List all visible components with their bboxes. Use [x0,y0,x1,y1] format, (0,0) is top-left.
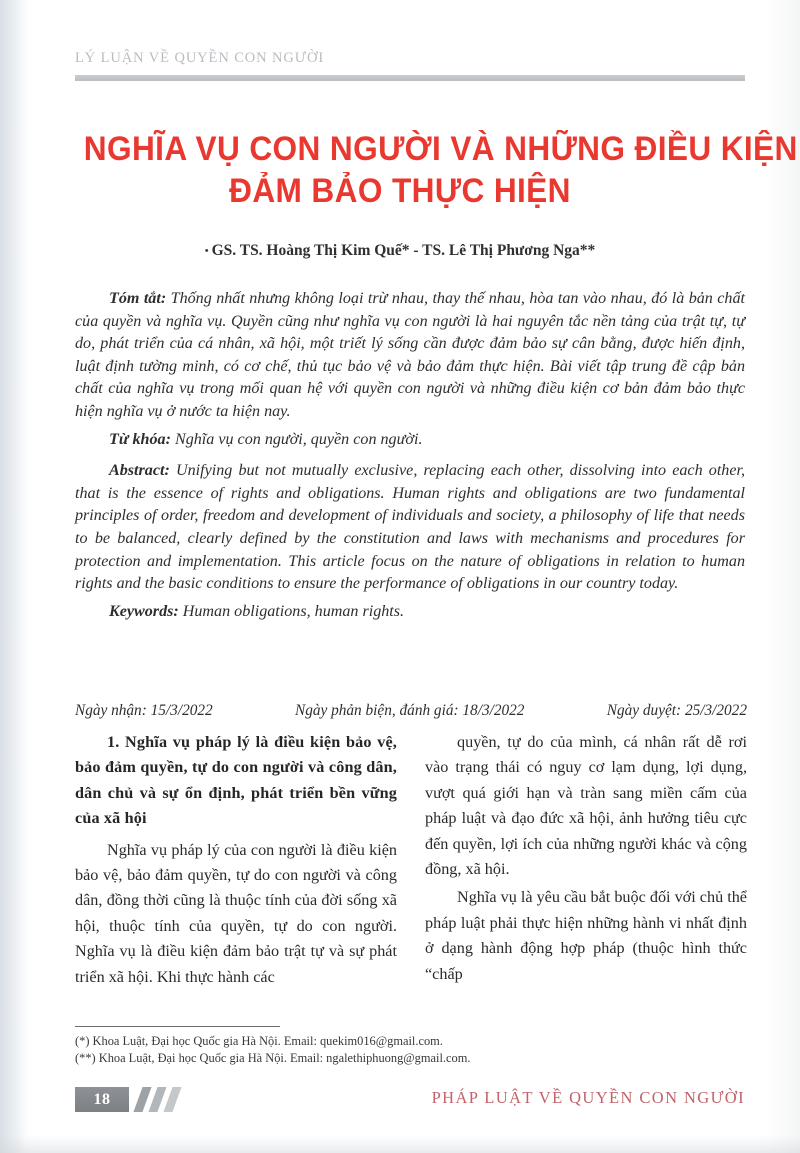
left-column-paragraph: Nghĩa vụ pháp lý của con người là điều kiện bảo vệ, bảo đảm quyền, tự do con người và công dân, đồng thời cũng là thuộc tính của đời sống xã hội, thuộc tính của quyền, tự do con người. Nghĩa vụ là điều kiện đảm bảo trật tự và sự phát triển xã hội. Khi thực hành các [75,840,397,986]
abstract-vi-label: Tóm tắt: [109,290,167,307]
footer-running-title: PHÁP LUẬT VỀ QUYỀN CON NGƯỜI [431,1088,745,1107]
author-names: GS. TS. Hoàng Thị Kim Quế* - TS. Lê Thị Phương Nga** [211,242,596,259]
page-title [60,128,798,212]
keywords-vi-label: Từ khóa: [109,430,171,448]
running-header [75,50,745,67]
page-number: 18 [75,1087,129,1112]
slant-bar-3 [163,1087,181,1112]
abstract-en-label: Abstract: [109,462,170,480]
abstract-vi-text: Thống nhất nhưng không loại trừ nhau, thay thế nhau, hòa tan vào nhau, đó là bản chất của quyền và nghĩa vụ. Quyền cũng như nghĩa vụ con người là hai nguyên tắc nền tảng của trật tự, tự do, phát triển của cá nhân, xã hội, một triết lý sống cần được đảm bảo sự cân bằng, được hiến định, luật định tường minh, có cơ chế, thủ tục bảo vệ và bảo đảm thực hiện. Bài viết tập trung đề cập bản chất của nghĩa vụ trong mối quan hệ với quyền con người và những điều kiện cơ bản đảm bảo thực hiện nghĩa vụ ở nước ta hiện nay. [75,290,745,420]
footnote-separator [75,1026,280,1027]
keywords-english [75,601,745,624]
running-header-title: LÝ LUẬN VỀ QUYỀN CON NGƯỜI [75,50,325,66]
abstract-en-text: Unifying but not mutually exclusive, replacing each other, dissolving into each other, that is the essence of rights and obligations. Human rights and obligations are two fundamental principles of order, freedom and development of individuals and society, a philosophy of life that needs to be balanced, clearly defined by the constitution and laws with mechanisms and procedures for protection and implementation. This article focus on the nature of obligations in relation to human rights and the basic conditions to ensure the performance of obligations in our country today. [75,462,745,593]
body-columns [75,730,747,1010]
right-column [425,730,747,1010]
date-approved: Ngày duyệt: 25/3/2022 [606,702,747,719]
right-column-paragraph-2: Nghĩa vụ là yêu cầu bắt buộc đối với chủ thể pháp luật phải thực hiện những hành vi nhất định ở dạng hành động hợp pháp (thuộc hình thức “chấp [425,888,747,983]
section-heading-1: 1. Nghĩa vụ pháp lý là điều kiện bảo vệ, bảo đảm quyền, tự do con người và công dân, dân chủ và sự ổn định, phát triển bền vững của xã hội [75,733,397,828]
left-column [75,730,397,1010]
footnote-2: (**) Khoa Luật, Đại học Quốc gia Hà Nội. Email: ngalethiphuong@gmail.com. [75,1051,471,1065]
decorative-slants-icon [136,1087,196,1112]
title-line-1: NGHĨA VỤ CON NGƯỜI VÀ NHỮNG ĐIỀU KIỆN [83,130,798,168]
keywords-en-text: Human obligations, human rights. [178,602,405,620]
title-line-2: ĐẢM BẢO THỰC HIỆN [229,172,571,210]
footnotes [75,1033,695,1067]
right-column-paragraph-1: quyền, tự do của mình, cá nhân rất dễ rơi vào trạng thái có nguy cơ lạm dụng, lợi dụng, vượt quá giới hạn và tràn sang miền cấm của pháp luật và đạo đức xã hội, ảnh hưởng tiêu cực đến quyền, lợi ích của những người khác và cộng đồng, xã hội. [425,733,747,879]
date-reviewed: Ngày phản biện, đánh giá: 18/3/2022 [295,702,525,719]
abstract-vietnamese [75,288,745,424]
keywords-vi-text: Nghĩa vụ con người, quyền con người. [170,430,423,448]
date-received: Ngày nhận: 15/3/2022 [75,702,213,719]
footnote-1: (*) Khoa Luật, Đại học Quốc gia Hà Nội. Email: quekim016@gmail.com. [75,1034,443,1048]
abstract-block [75,288,745,627]
header-rule [75,75,745,81]
abstract-english [75,460,745,596]
submission-dates [75,702,747,720]
page-footer [0,1084,800,1124]
bullet-icon: • [204,245,209,258]
keywords-vietnamese [75,429,745,452]
keywords-en-label: Keywords: [109,602,179,620]
author-line [60,242,740,260]
